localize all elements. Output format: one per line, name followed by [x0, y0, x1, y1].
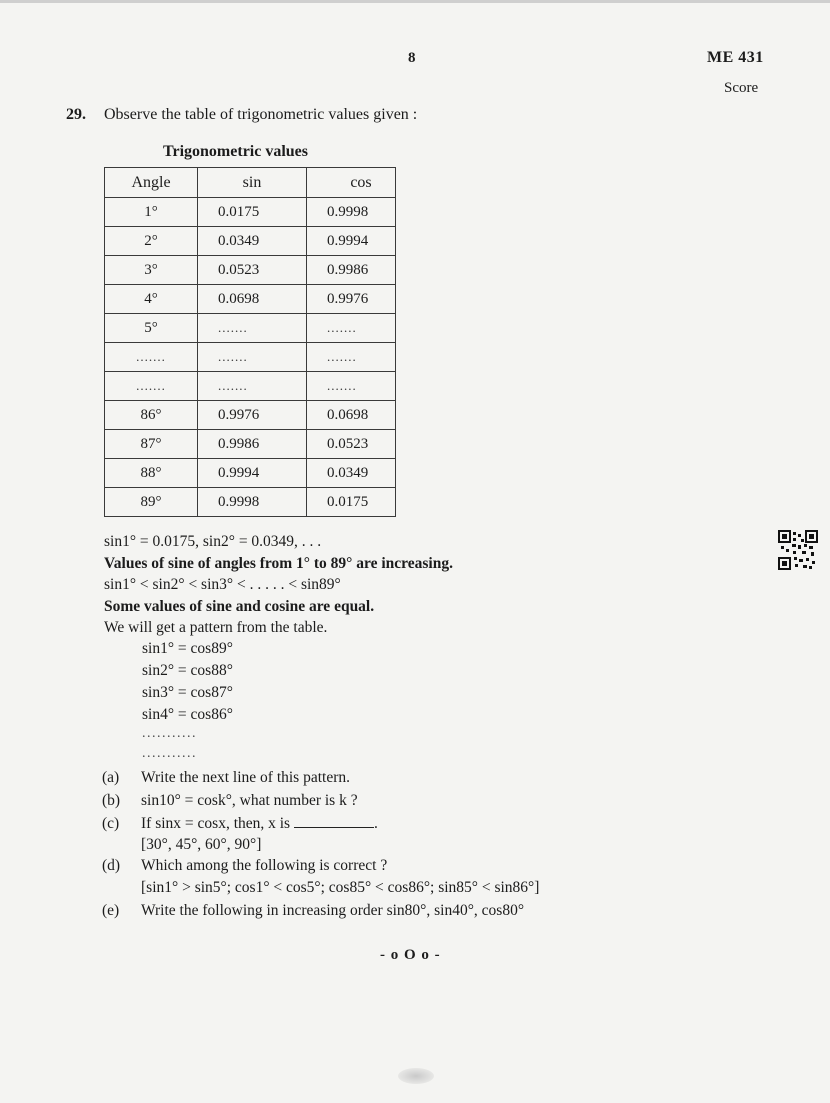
angle-cell: 3°: [105, 256, 198, 285]
cos-cell: 0.0698: [307, 401, 396, 430]
sin-cell: .......: [198, 314, 307, 343]
part-e-label: (e): [102, 902, 120, 919]
cos-cell: .......: [307, 314, 396, 343]
header-cos: cos: [307, 168, 396, 198]
table-row: [105, 459, 396, 488]
cos-cell: 0.9998: [307, 198, 396, 227]
paper-code: ME 431: [707, 49, 764, 66]
table-row: [105, 285, 396, 314]
question-prompt: Observe the table of trigonometric values given :: [104, 106, 418, 123]
table-caption: Trigonometric values: [163, 143, 309, 160]
angle-cell: 4°: [105, 285, 198, 314]
note-line-3: sin1° < sin2° < sin3° < . . . . . < sin89°: [104, 576, 341, 593]
part-d-label: (d): [102, 857, 121, 874]
angle-cell: .......: [105, 372, 198, 401]
part-a-text: Write the next line of this pattern.: [141, 769, 350, 786]
cos-cell: 0.9976: [307, 285, 396, 314]
cos-cell: 0.0349: [307, 459, 396, 488]
trig-values-table: [104, 167, 396, 517]
part-b-label: (b): [102, 792, 121, 809]
pattern-line-3: sin3° = cos87°: [142, 684, 233, 701]
sin-cell: 0.9986: [198, 430, 307, 459]
table-row: [105, 488, 396, 517]
table-row: [105, 343, 396, 372]
qr-code-icon: [778, 530, 818, 570]
table-row: [105, 372, 396, 401]
part-c-end: .: [373, 815, 378, 832]
sin-cell: .......: [198, 372, 307, 401]
answer-blank: [294, 815, 374, 828]
top-edge-line: [0, 0, 830, 3]
angle-cell: 89°: [105, 488, 198, 517]
angle-cell: 1°: [105, 198, 198, 227]
header-sin: sin: [198, 168, 307, 198]
cos-cell: .......: [307, 372, 396, 401]
cos-cell: 0.9986: [307, 256, 396, 285]
sin-cell: 0.9998: [198, 488, 307, 517]
part-d-options: [sin1° > sin5°; cos1° < cos5°; cos85° < cos86°; sin85° < sin86°]: [141, 879, 540, 896]
sin-cell: 0.0175: [198, 198, 307, 227]
angle-cell: 2°: [105, 227, 198, 256]
cos-cell: .......: [307, 343, 396, 372]
note-line-2: Values of sine of angles from 1° to 89° are increasing.: [104, 555, 453, 572]
angle-cell: 86°: [105, 401, 198, 430]
part-b-text: sin10° = cosk°, what number is k ?: [141, 792, 358, 809]
sin-cell: .......: [198, 343, 307, 372]
table-row: [105, 198, 396, 227]
part-c-options: [30°, 45°, 60°, 90°]: [141, 836, 262, 853]
angle-cell: 5°: [105, 314, 198, 343]
part-d-text: Which among the following is correct ?: [141, 857, 388, 874]
page-number: 8: [408, 50, 416, 66]
sin-cell: 0.0698: [198, 285, 307, 314]
header-angle: Angle: [105, 168, 198, 198]
sin-cell: 0.0349: [198, 227, 307, 256]
part-a-label: (a): [102, 769, 120, 786]
part-c-label: (c): [102, 815, 120, 832]
end-mark: - o O o -: [380, 947, 441, 963]
table-row: [105, 430, 396, 459]
note-line-5: We will get a pattern from the table.: [104, 619, 328, 636]
angle-cell: 87°: [105, 430, 198, 459]
table-header-row: [105, 168, 396, 198]
pattern-dots-2: ...........: [142, 746, 197, 761]
score-label: Score: [724, 80, 759, 96]
part-e-text: Write the following in increasing order sin80°, sin40°, cos80°: [141, 902, 525, 919]
sin-cell: 0.9976: [198, 401, 307, 430]
cos-cell: 0.0523: [307, 430, 396, 459]
cos-cell: 0.9994: [307, 227, 396, 256]
part-c-line: [141, 815, 378, 833]
part-c-text: If sinx = cosx, then, x is: [141, 815, 291, 832]
angle-cell: .......: [105, 343, 198, 372]
note-line-1: sin1° = 0.0175, sin2° = 0.0349, . . .: [104, 533, 322, 550]
pattern-line-4: sin4° = cos86°: [142, 706, 233, 723]
table-row: [105, 401, 396, 430]
pattern-line-1: sin1° = cos89°: [142, 640, 233, 657]
sin-cell: 0.9994: [198, 459, 307, 488]
table-row: [105, 227, 396, 256]
pattern-dots-1: ...........: [142, 726, 197, 741]
note-line-4: Some values of sine and cosine are equal.: [104, 598, 375, 615]
angle-cell: 88°: [105, 459, 198, 488]
table-row: [105, 256, 396, 285]
scan-smudge: [398, 1068, 434, 1084]
sin-cell: 0.0523: [198, 256, 307, 285]
pattern-line-2: sin2° = cos88°: [142, 662, 233, 679]
table-row: [105, 314, 396, 343]
question-number: 29.: [66, 106, 86, 123]
cos-cell: 0.0175: [307, 488, 396, 517]
